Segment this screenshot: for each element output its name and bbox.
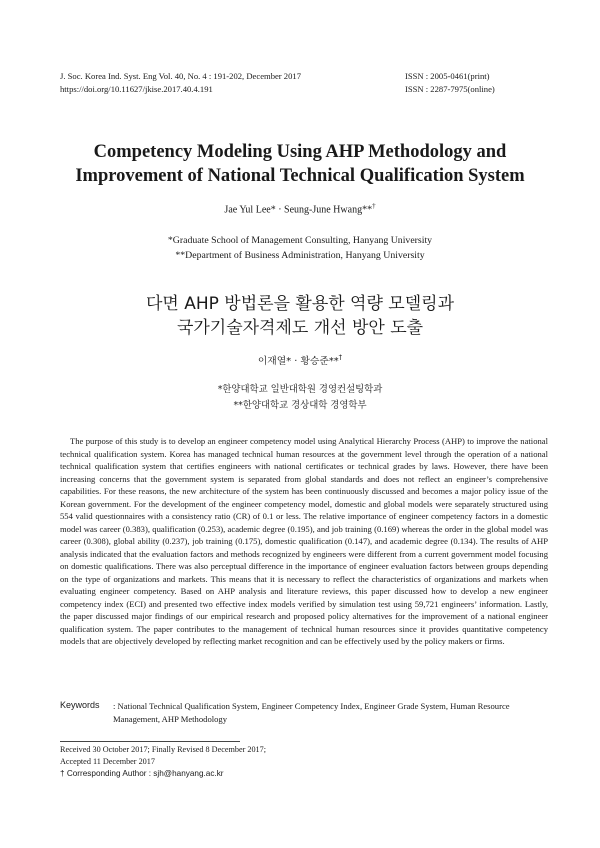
received-date: Received 30 October 2017; Finally Revised 8 December 2017; xyxy=(60,745,266,754)
korean-affiliation-2: **한양대학교 경상대학 경영학부 xyxy=(233,400,367,411)
journal-header xyxy=(60,70,380,96)
keywords-text: : National Technical Qualification System, Engineer Competency Index, Engineer Grade System, Human Resource Management, AHP Methodology xyxy=(113,701,510,724)
accepted-date: Accepted 11 December 2017 xyxy=(60,757,155,766)
english-authors xyxy=(40,202,560,215)
korean-title-line-1: 다면 AHP 방법론을 활용한 역량 모델링과 xyxy=(145,294,454,314)
english-title xyxy=(40,140,560,188)
english-title-line-1: Competency Modeling Using AHP Methodology and xyxy=(93,142,507,162)
english-title-line-2: Improvement of National Technical Qualification System xyxy=(75,166,525,186)
keywords-label: Keywords xyxy=(60,700,100,710)
abstract: The purpose of this study is to develop an engineer competency model using Analytical Hierarchy Process (AHP) to improve the national technical qualification system. Korea has managed technical human resources at the government level through the operation of a national technical qualification system that certifies engineers with national certificates or technical grades by laws. However, there have been increasing concerns that the government system is separated from global standards and does not reflect an engineer’s comprehensive capabilities. For these reasons, the new architecture of the system has been continuously discussed and becomes a major policy issue of the Korean government. For the development of the engineer competency model, domestic and global models were separately structured using 554 valid questionnaires with a consistency ratio (CR) of 0.1 or less. The relative importance of engineer competency factors in a domestic model was career (0.383), qualification (0.253), academic degree (0.195), and job training (0.169) whereas the order in the global model was career (0.308), global ability (0.237), job training (0.175), domestic qualification (0.147), and academic degree (0.134). The results of AHP analysis indicated that the evaluation factors and methods recognized by engineers were different from a current government model focusing on domestic qualifications. There was also perceptual difference in the importance of engineer evaluation factors between groups depending on the type of organizations and markets. This means that it is necessary to reflect the characteristics of organizations and markets when evaluating engineer competency. Based on AHP analysis and literature reviews, this paper discussed how to develop a new engineer competency index (ECI) and presented two effective index models verified by simulation test using 59,721 engineers’ information. Lastly, the paper discussed major findings of our empirical research and proposed policy alternatives for the improvement of a national engineer qualification system. The paper contributes to the management of technical human resources since it provides quantitative competency models that are objectively developed by reflecting market recognition and can be effectively used by the policy makers or firms. xyxy=(60,436,548,646)
issn-block xyxy=(405,70,575,96)
korean-corresponding-mark: † xyxy=(338,353,343,362)
korean-author-names: 이재열* · 황승준** xyxy=(257,356,339,367)
english-affiliation-2: **Department of Business Administration, Hanyang University xyxy=(175,249,425,261)
corresponding-author: † Corresponding Author : sjh@hanyang.ac.kr xyxy=(60,769,224,778)
issn-online: ISSN : 2287-7975(online) xyxy=(405,84,495,94)
footnotes xyxy=(60,744,460,780)
issn-print: ISSN : 2005-0461(print) xyxy=(405,71,490,81)
korean-title xyxy=(40,292,560,340)
english-affiliation-1: *Graduate School of Management Consulting, Hanyang University xyxy=(167,235,433,246)
journal-citation: J. Soc. Korea Ind. Syst. Eng Vol. 40, No. 4 : 191-202, December 2017 xyxy=(60,71,301,81)
doi-link[interactable]: https://doi.org/10.11627/jkise.2017.40.4.191 xyxy=(60,84,213,94)
korean-title-line-2: 국가기술자격제도 개선 방안 도출 xyxy=(176,318,424,338)
footnote-divider xyxy=(60,741,240,742)
corresponding-mark: † xyxy=(372,202,376,210)
english-affiliations xyxy=(40,234,560,263)
korean-affiliations xyxy=(40,382,560,414)
korean-authors xyxy=(40,353,560,367)
english-author-names: Jae Yul Lee* · Seung-June Hwang** xyxy=(224,204,373,216)
korean-affiliation-1: *한양대학교 일반대학원 경영컨설팅학과 xyxy=(217,384,383,395)
